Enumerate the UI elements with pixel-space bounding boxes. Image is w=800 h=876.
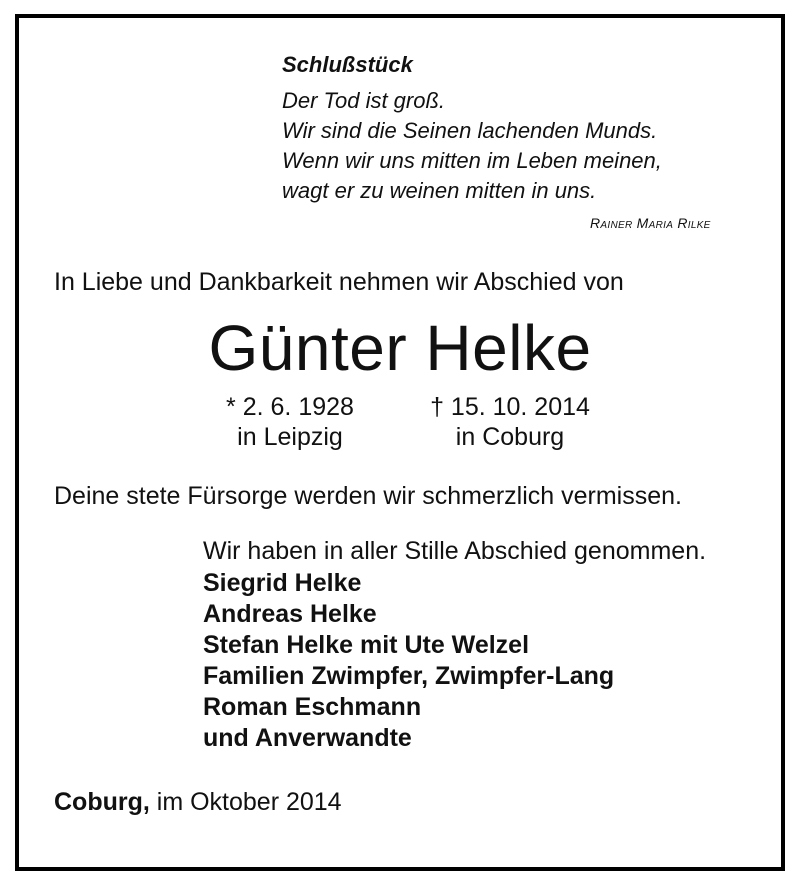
deceased-name: Günter Helke: [208, 312, 592, 384]
mourner: Siegrid Helke: [203, 569, 362, 597]
place: Coburg,: [54, 788, 150, 816]
death-date: † 15. 10. 2014: [430, 393, 590, 421]
poem-line: Der Tod ist groß.: [282, 88, 446, 113]
mourner: Familien Zwimpfer, Zwimpfer-Lang: [203, 662, 615, 690]
intro-text: In Liebe und Dankbarkeit nehmen wir Abschied von: [54, 268, 624, 296]
death-info: [410, 392, 610, 452]
poem-line: Wir sind die Seinen lachenden Munds.: [282, 118, 658, 143]
birth-place: in Leipzig: [237, 423, 343, 451]
death-place: in Coburg: [455, 423, 565, 451]
birth-info: [200, 392, 380, 452]
date: im Oktober 2014: [149, 788, 342, 816]
farewell-line: Wir haben in aller Stille Abschied genommen.: [203, 537, 707, 565]
poem-title: Schlußstück: [282, 52, 413, 77]
poem: [282, 50, 752, 206]
poem-line: wagt er zu weinen mitten in uns.: [282, 178, 597, 203]
mourner: Roman Eschmann: [203, 693, 422, 721]
mourner: und Anverwandte: [203, 724, 412, 752]
birth-date: * 2. 6. 1928: [226, 393, 354, 421]
mourners-list: [203, 568, 614, 754]
remembrance-sentence: Deine stete Fürsorge werden wir schmerzlich vermissen.: [54, 482, 682, 510]
mourner: Andreas Helke: [203, 600, 377, 628]
mourner: Stefan Helke mit Ute Welzel: [203, 631, 530, 659]
poem-author: Rainer Maria Rilke: [590, 215, 711, 231]
poem-line: Wenn wir uns mitten im Leben meinen,: [282, 148, 662, 173]
place-date: [54, 786, 342, 818]
